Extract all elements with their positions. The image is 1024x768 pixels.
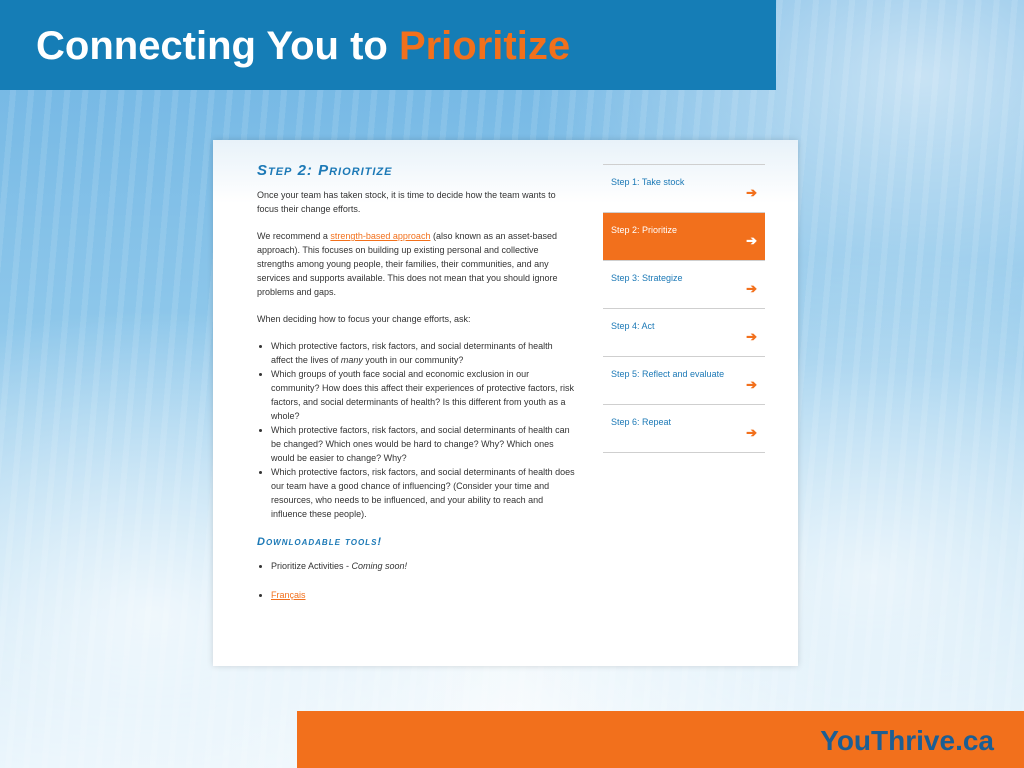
nav-item-label: Step 5: Reflect and evaluate — [611, 369, 725, 379]
nav-item-step-1[interactable] — [603, 165, 765, 213]
arrow-right-icon: ➔ — [746, 233, 757, 248]
list-item — [271, 339, 575, 367]
nav-item-step-5[interactable] — [603, 357, 765, 405]
nav-item-step-4[interactable] — [603, 309, 765, 357]
q1-emphasis: many — [340, 355, 363, 365]
list-item: • Which protective factors, risk factors, and social determinants of health does our team have a good chance of influencing? (Consider your time and resources, who needs to be influenced, and your ability to reach and influence these people). — [271, 465, 575, 521]
footer-website: YouThrive.ca — [820, 725, 994, 756]
step-navigation — [603, 164, 765, 453]
tool1-prefix: Prioritize Activities - — [271, 561, 352, 571]
list-item: • Which protective factors, risk factors, and social determinants of health can be changed? Which ones would be hard to change? Why? Which ones would be easier to change? Why? — [271, 423, 575, 465]
tools-list — [257, 559, 575, 602]
arrow-right-icon: ➔ — [746, 425, 757, 440]
slide-title-prefix: Connecting You to — [36, 24, 399, 68]
recommend-suffix: (also known as an asset-based approach). This focuses on building up existing personal and collective strengths among young people, their families, their communities, and any services and supports available. This does not mean that you should ignore problems and gaps. — [257, 231, 558, 297]
strength-based-approach-link[interactable]: strength-based approach — [330, 231, 431, 241]
nav-item-label: Step 4: Act — [611, 321, 655, 331]
q1-prefix: Which protective factors, risk factors, and social determinants of health affect the lives of — [271, 341, 553, 365]
nav-item-label: Step 2: Prioritize — [611, 225, 678, 235]
slide-title — [36, 20, 776, 72]
question-list — [257, 339, 575, 521]
tool1-emphasis: Coming soon! — [351, 561, 408, 571]
recommend-prefix: We recommend a — [257, 231, 331, 241]
arrow-right-icon: ➔ — [746, 377, 757, 392]
nav-item-step-6[interactable] — [603, 405, 765, 453]
nav-item-step-3[interactable] — [603, 261, 765, 309]
slide-title-accent: Prioritize — [398, 24, 571, 68]
q1-suffix: youth in our community? — [362, 355, 464, 365]
website-screenshot-panel — [213, 140, 798, 666]
slide-title-bar — [0, 0, 776, 90]
arrow-right-icon: ➔ — [746, 281, 757, 296]
footer-bar — [297, 711, 1024, 768]
recommend-paragraph — [257, 229, 575, 299]
intro-paragraph: Once your team has taken stock, it is time to decide how the team wants to focus their change efforts. — [257, 190, 556, 214]
main-content — [257, 164, 575, 617]
page-heading: Step 2: Prioritize — [257, 162, 393, 179]
list-item: • Which groups of youth face social and economic exclusion in our community? How does this affect their experiences of protective factors, risk factors, and social determinants of health? Is this different from youth as a whole? — [271, 367, 575, 423]
arrow-right-icon: ➔ — [746, 185, 757, 200]
nav-item-label: Step 3: Strategize — [611, 273, 683, 283]
nav-item-step-2[interactable] — [603, 213, 765, 261]
nav-item-label: Step 1: Take stock — [611, 177, 685, 187]
list-item — [271, 559, 575, 573]
ask-intro: When deciding how to focus your change efforts, ask: — [257, 314, 471, 324]
arrow-right-icon: ➔ — [746, 329, 757, 344]
list-item — [271, 588, 575, 602]
francais-link[interactable]: Français — [271, 590, 306, 600]
nav-item-label: Step 6: Repeat — [611, 417, 672, 427]
tools-heading: Downloadable tools! — [257, 536, 383, 548]
